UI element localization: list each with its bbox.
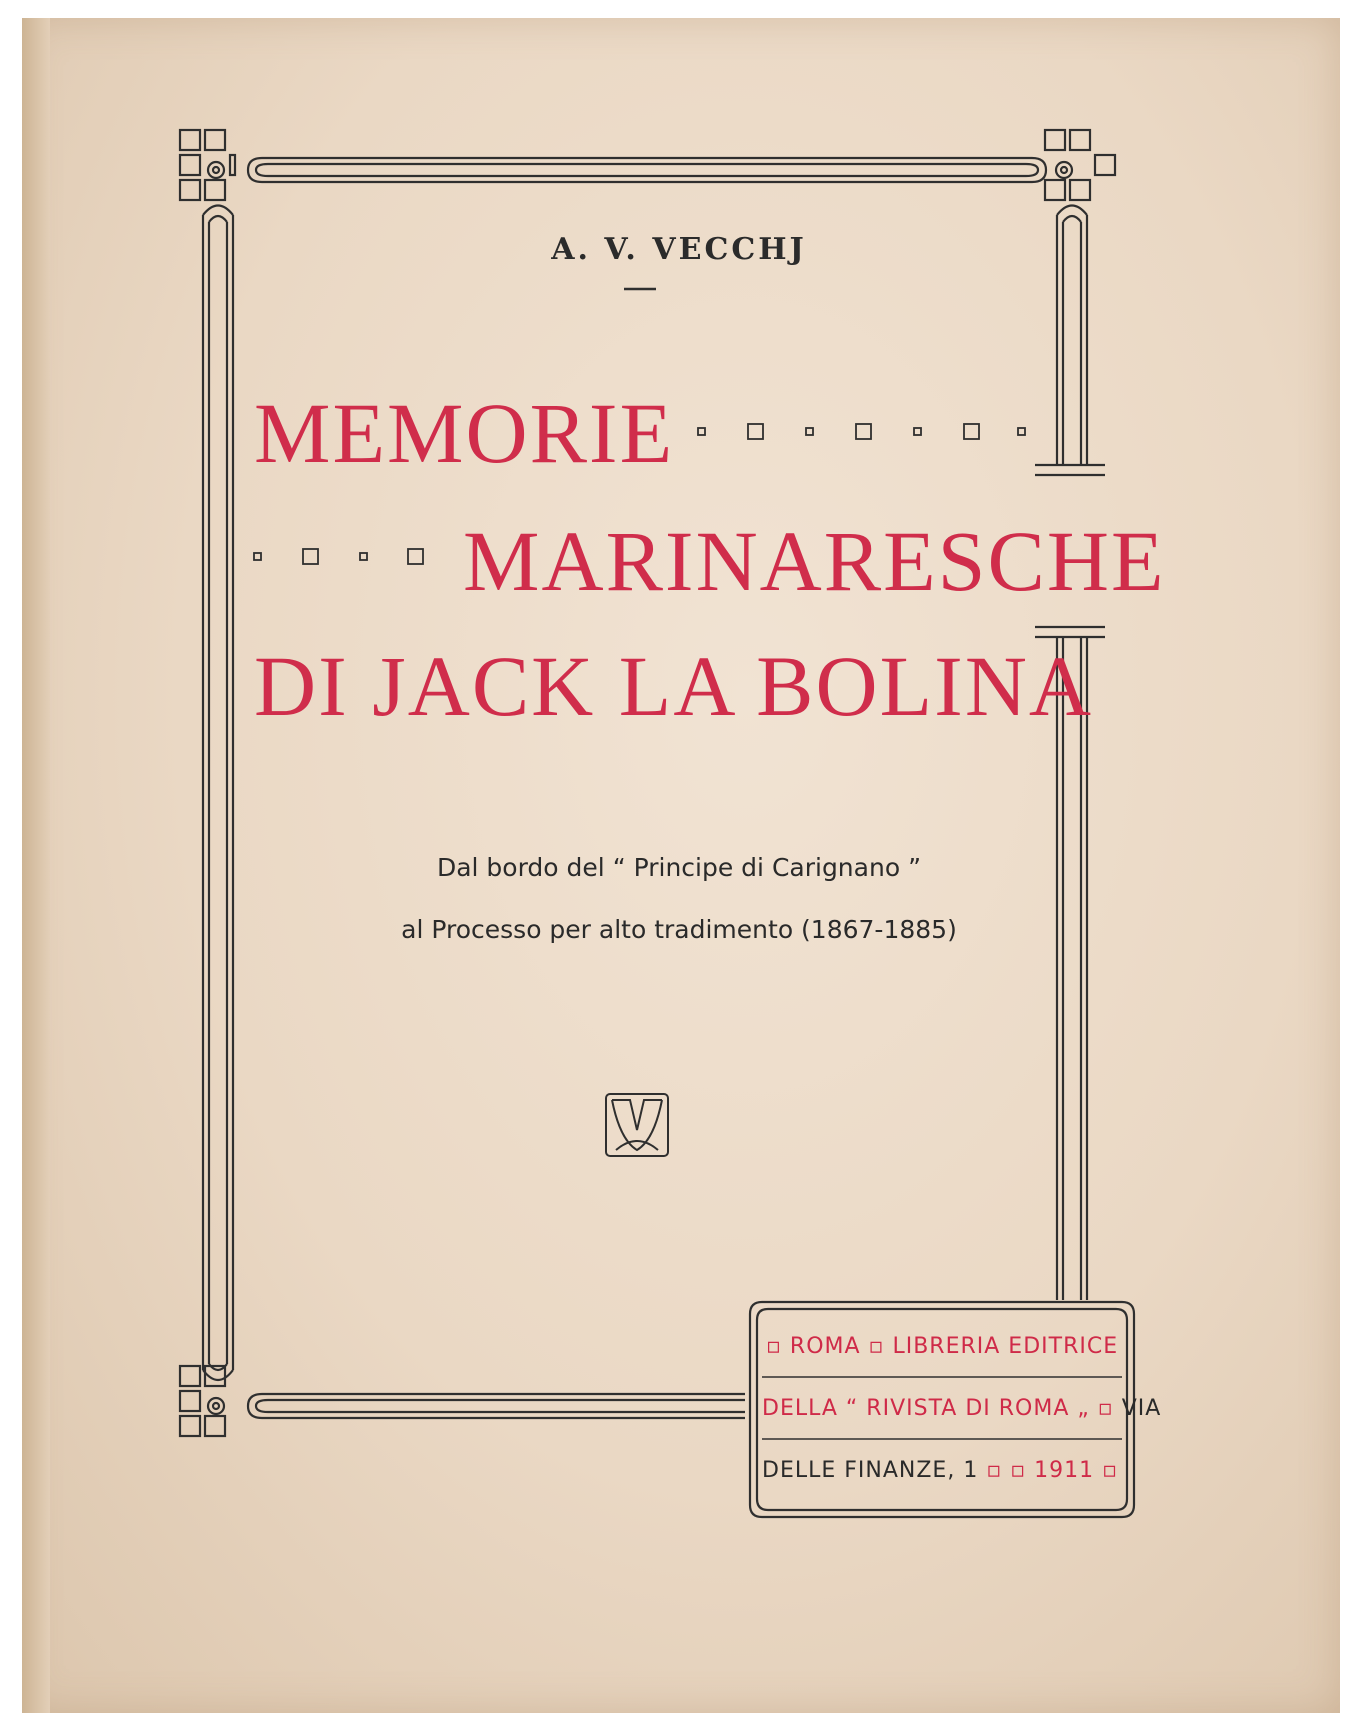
bullet-icon: ▫ [1097,1396,1122,1421]
publisher-line-2 [762,1396,1161,1421]
bottom-rail [248,1394,745,1418]
bullet-icon: ▫ [868,1334,893,1359]
top-rail [248,158,1046,182]
subtitle-line-1: Dal bordo del “ Principe di Carignano ” [436,853,922,882]
publisher-via: VIA [1121,1396,1162,1421]
publication-year: 1911 [1034,1458,1095,1483]
subtitle-line-2: al Processo per alto tradimento (1867-1885) [401,915,957,944]
author-name: A. V. VECCHJ [551,232,807,267]
title-line-2: MARINARESCHE [463,513,1166,609]
publisher-house: LIBRERIA EDITRICE [892,1334,1119,1359]
publisher-city: ROMA [789,1334,861,1359]
publisher-line-3 [762,1458,1118,1483]
publisher-street: DELLE FINANZE, 1 [762,1458,979,1483]
corner-ornament-icon [180,1366,225,1436]
publisher-mark-icon [606,1094,668,1156]
corner-ornament-icon [1045,130,1115,200]
bullet-icon: ▫ ▫ [986,1458,1035,1483]
title-dot-ornaments-2 [254,549,423,564]
left-rail [203,206,233,1381]
publisher-journal: DELLA “ RIVISTA DI ROMA „ [762,1396,1090,1421]
title-line-1: MEMORIE [254,385,675,481]
title-dot-ornaments-1 [698,424,1025,439]
bullet-icon: ▫ [766,1334,790,1359]
bullet-icon: ▫ [1102,1458,1119,1483]
corner-ornament-icon [180,130,235,200]
publisher-line-1 [766,1334,1118,1359]
title-line-3: DI JACK LA BOLINA [254,638,1094,734]
